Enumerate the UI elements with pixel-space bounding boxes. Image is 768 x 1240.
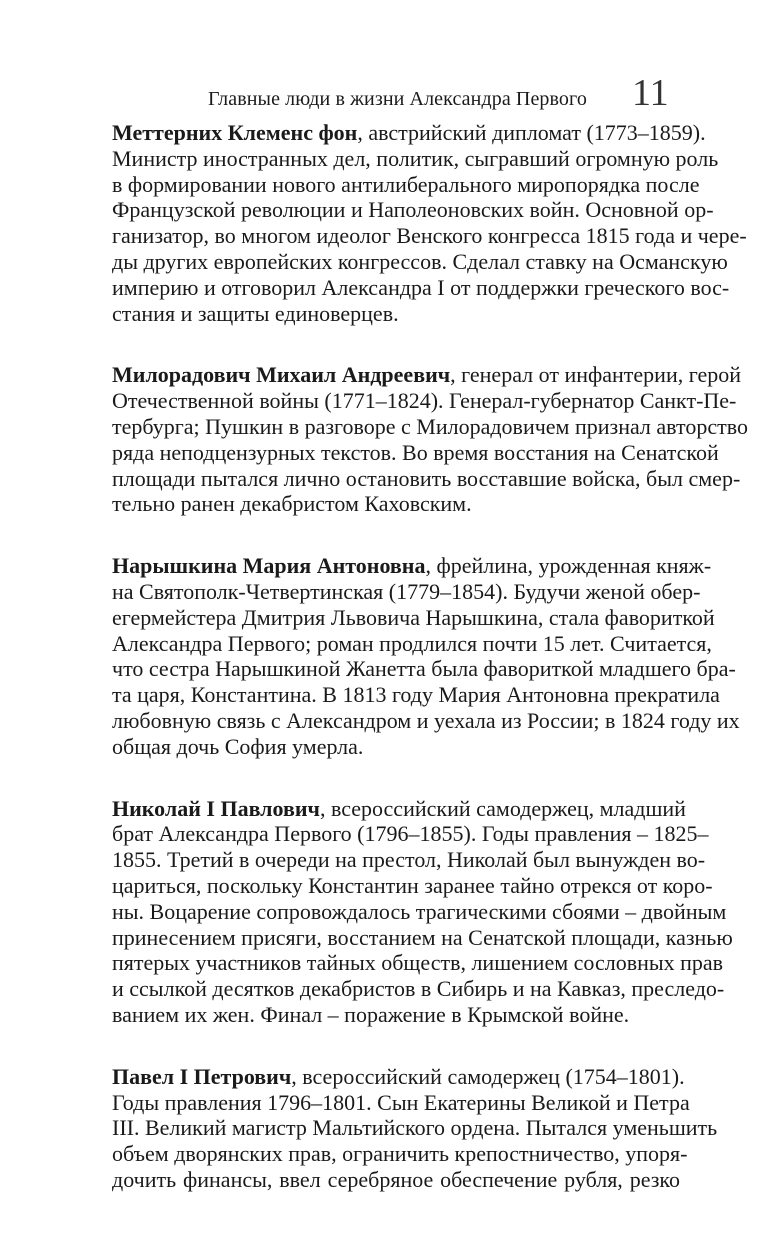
entry-name: Нарышкина Мария Антоновна — [112, 553, 426, 579]
entry-line: , всероссийский самодержец (1754–1801). — [291, 1063, 685, 1089]
entry-naryshkina — [112, 553, 740, 759]
entry-line: общая дочь София умерла. — [112, 733, 364, 759]
entry-line: объем дворянских прав, ограничить крепостничество, упоря- — [112, 1141, 688, 1167]
entry-name: Меттерних Клеменс фон — [112, 120, 358, 145]
running-head — [110, 68, 670, 118]
entry-line: империю и отговорил Александра I от поддержки греческого вос- — [112, 274, 730, 300]
entry-line: принесением присяги, восстанием на Сенатской площади, казнью — [112, 924, 733, 950]
entry-miloradovich — [112, 362, 748, 517]
entry-first-line — [112, 120, 706, 146]
body-text — [112, 120, 748, 1229]
entry-first-line — [112, 553, 712, 579]
entry-metternich — [112, 120, 747, 326]
entry-line: цариться, поскольку Константин заранее тайно отрекся от коро- — [112, 872, 713, 898]
entry-line: стания и защиты единоверцев. — [112, 300, 399, 326]
entry-line: дочить финансы, ввел серебряное обеспечение рубля, резко — [112, 1166, 680, 1192]
entry-line: Александра Первого; роман продлился почти 15 лет. Считается, — [112, 630, 712, 656]
running-title: Главные люди в жизни Александра Первого — [208, 88, 587, 110]
entry-line: Отечественной войны (1771–1824). Генерал-губернатор Санкт-Пе- — [112, 388, 737, 414]
entry-line: Годы правления 1796–1801. Сын Екатерины Великой и Петра — [112, 1089, 690, 1115]
entry-line: ряда неподцензурных текстов. Во время восстания на Сенатской — [112, 439, 719, 465]
entry-line: ванием их жен. Финал – поражение в Крымской войне. — [112, 1001, 630, 1027]
entry-name: Павел I Петрович — [112, 1063, 292, 1089]
entry-line: любовную связь с Александром и уехала из России; в 1824 году их — [112, 707, 740, 733]
entry-line: , австрийский дипломат (1773–1859). — [357, 120, 706, 145]
entry-line: пятерых участников тайных обществ, лишением сословных прав — [112, 950, 724, 976]
entry-line: егермейстера Дмитрия Львовича Нарышкина, стала фавориткой — [112, 604, 715, 630]
entry-line: тельно ранен декабристом Каховским. — [112, 491, 472, 517]
page-number: 11 — [632, 72, 669, 114]
entry-line: Министр иностранных дел, политик, сыгравший огромную роль — [112, 145, 719, 171]
entry-line: III. Великий магистр Мальтийского ордена. Пытался уменьшить — [112, 1115, 718, 1141]
entry-line: , генерал от инфантерии, герой — [450, 362, 741, 388]
entry-line: та царя, Константина. В 1813 году Мария Антоновна прекратила — [112, 682, 720, 708]
entry-line: в формировании нового антилиберального миропорядка после — [112, 171, 700, 197]
entry-name: Николай I Павлович — [112, 795, 320, 821]
entry-line: площади пытался лично остановить восставшие войска, был смер- — [112, 465, 741, 491]
entry-line: 1855. Третий в очереди на престол, Николай был вынужден во- — [112, 847, 706, 873]
entry-first-line — [112, 795, 686, 822]
entry-line: , всероссийский самодержец, младший — [319, 795, 686, 821]
entry-line: Французской революции и Наполеоновских войн. Основной ор- — [112, 197, 714, 223]
entry-nikolai — [112, 795, 733, 1028]
entry-line: что сестра Нарышкиной Жанетта была фавориткой младшего бра- — [112, 656, 736, 682]
entry-line: на Святополк-Четвертинская (1779–1854). Будучи женой обер- — [112, 578, 701, 604]
entry-line: ды других европейских конгрессов. Сделал ставку на Османскую — [112, 248, 728, 274]
entry-name: Милорадович Михаил Андреевич — [112, 362, 451, 388]
entry-line: ганизатор, во многом идеолог Венского конгресса 1815 года и чере- — [112, 223, 747, 249]
entry-line: ны. Воцарение сопровождалось трагическими сбоями – двойным — [112, 898, 727, 924]
entry-line: тербурга; Пушкин в разговоре с Милорадовичем признал авторство — [112, 413, 748, 439]
entry-first-line — [112, 1063, 685, 1090]
entry-line: брат Александра Первого (1796–1855). Годы правления – 1825– — [112, 821, 709, 847]
entry-pavel — [112, 1063, 718, 1193]
entry-first-line — [112, 362, 741, 388]
entry-line: , фрейлина, урожденная княж- — [425, 553, 712, 579]
entry-line: и ссылкой десятков декабристов в Сибирь и на Кавказ, преследо- — [112, 976, 725, 1002]
